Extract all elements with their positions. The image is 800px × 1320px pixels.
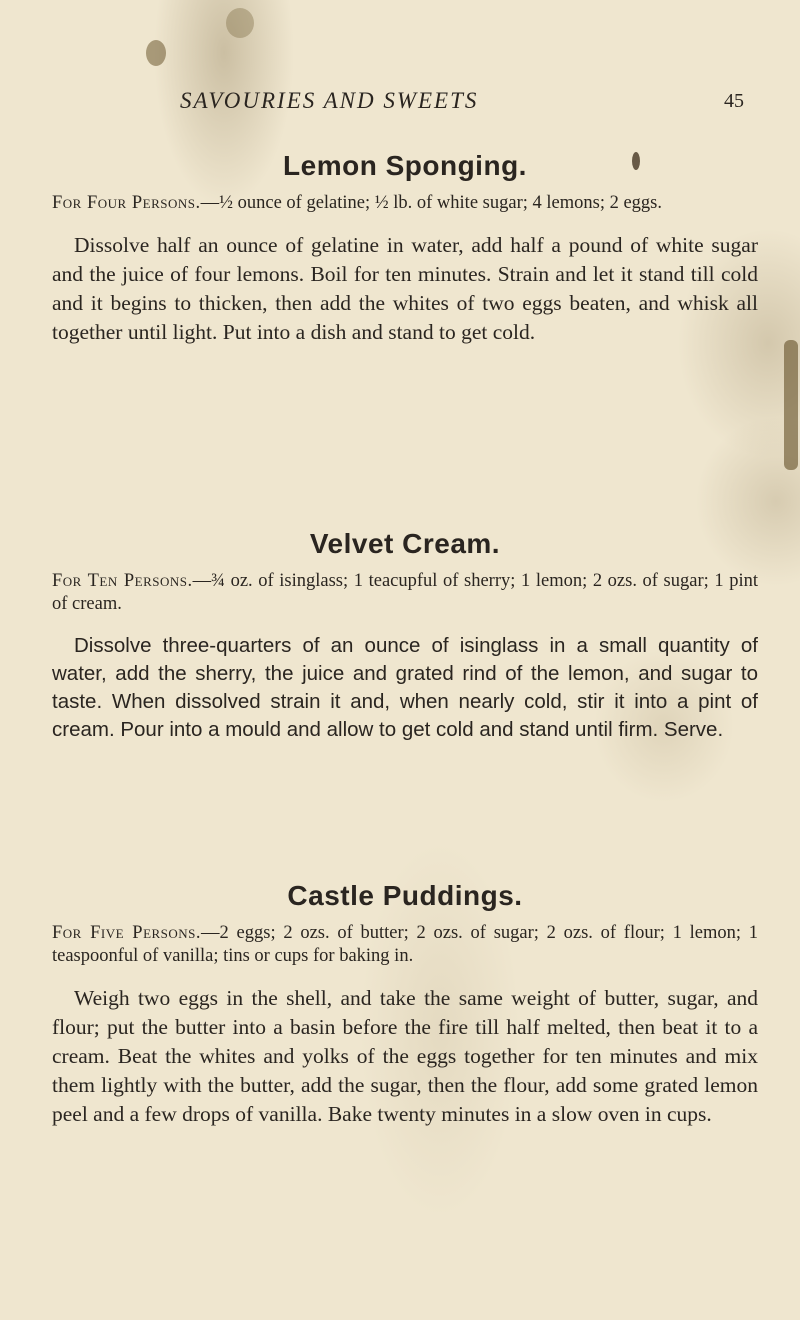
recipe-title: Castle Puddings. [287, 880, 523, 911]
recipe-title: Velvet Cream. [309, 528, 501, 559]
recipe-ingredients [52, 192, 758, 215]
recipe-method: Dissolve three-quarters of an ounce of isinglass in a small quantity of water, add the sherry, the juice and grated rind of the lemon, and sugar to taste. When dissolved strain it and, when nearly cold, stir it into a pint of cream. Pour into a mould and allow to get cold and stand until firm. Serve. [52, 634, 758, 741]
ingredients-text: —½ ounce of gelatine; ½ lb. of white sugar; 4 lemons; 2 eggs. [200, 193, 662, 213]
persons-label: For Five Persons. [52, 923, 202, 943]
recipe-method: Weigh two eggs in the shell, and take the same weight of butter, sugar, and flour; put the butter into a basin before the fire till half melted, then beat it to a cream. Beat the whites and yolks of the eggs together for ten minutes and mix them lightly with the butter, add the sugar, then the flour, add some grated lemon peel and a few drops of vanilla. Bake twenty minutes in a slow oven in cups. [52, 986, 758, 1126]
ingredients-text: —¾ oz. of isinglass; 1 teacupful of sherry; 1 lemon; 2 ozs. of sugar; 1 pint of cream. [52, 571, 759, 614]
running-head: SAVOURIES AND SWEETS [180, 88, 479, 113]
ingredients-text: —2 eggs; 2 ozs. of butter; 2 ozs. of sugar; 2 ozs. of flour; 1 lemon; 1 teaspoonful of vanilla; tins or cups for baking in. [52, 923, 759, 966]
recipe-velvet-cream [52, 528, 758, 744]
paper-stain [784, 340, 798, 470]
recipe-castle-puddings [52, 880, 758, 1129]
persons-label: For Ten Persons. [52, 571, 193, 591]
page-number: 45 [724, 90, 744, 112]
recipe-title: Lemon Sponging. [283, 150, 527, 181]
persons-label: For Four Persons. [52, 193, 201, 213]
recipe-ingredients [52, 922, 758, 968]
recipe-ingredients [52, 570, 758, 616]
page-header [0, 88, 800, 128]
recipe-method: Dissolve half an ounce of gelatine in water, add half a pound of white sugar and the juice of four lemons. Boil for ten minutes. Strain and let it stand till cold and it begins to thicken, then add the whites of two eggs beaten, and whisk all together until light. Put into a dish and stand to get cold. [52, 233, 758, 344]
paper-stain [146, 40, 166, 66]
recipe-lemon-sponging [52, 150, 758, 347]
paper-stain [226, 8, 254, 38]
